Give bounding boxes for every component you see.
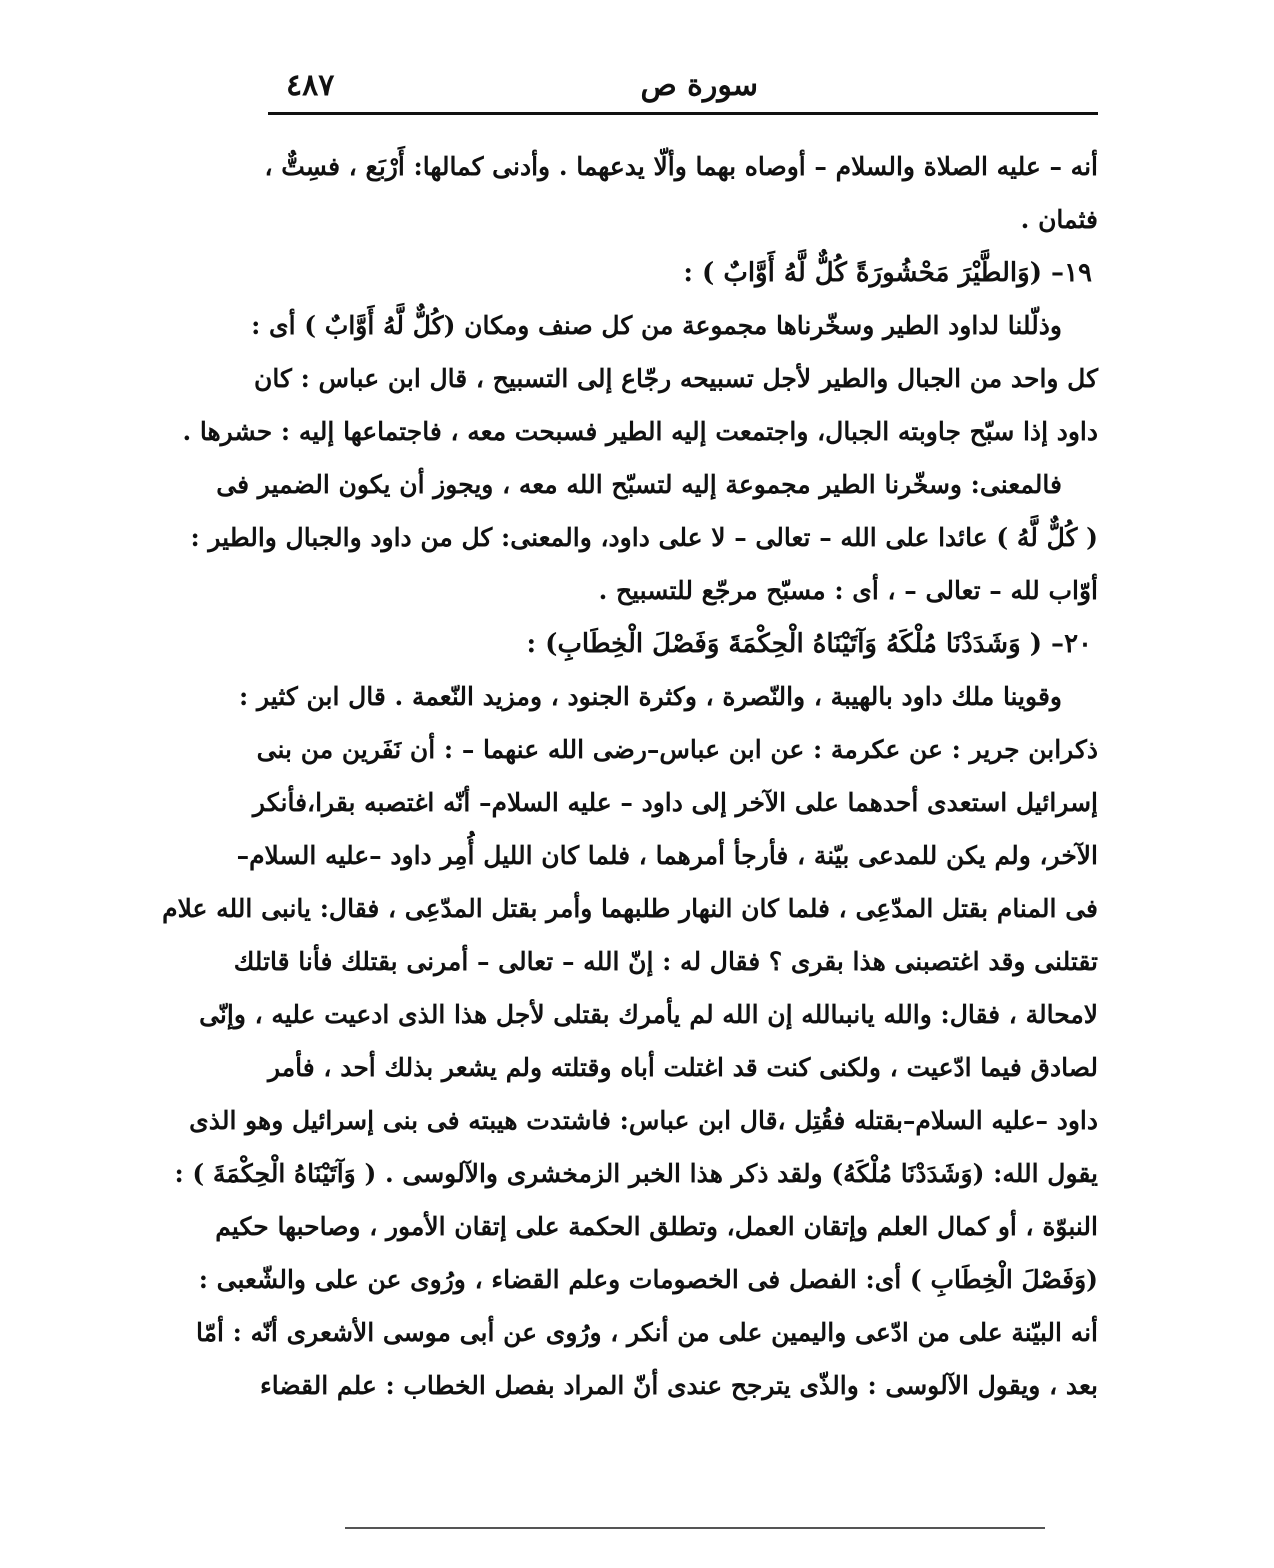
text-line: فثمان .: [1020, 205, 1098, 234]
text-line: داود إذا سبّح جاوبته الجبال، واجتمعت إليه الطير فسبحت معه ، فاجتماعها إليه : حشرها .: [182, 417, 1098, 446]
text-line: أنه البيّنة على من ادّعى واليمين على من أنكر ، ورُوى عن أبى موسى الأشعرى أنّه : أمّا: [195, 1318, 1098, 1347]
page-body: [162, 142, 1098, 1414]
text-line: فى المنام بقتل المدّعِى ، فلما كان النهار طلبهما وأمر بقتل المدّعِى ، فقال: يانبى الله علام: [162, 894, 1098, 923]
text-line: وقوينا ملك داود بالهيبة ، والنّصرة ، وكثرة الجنود ، ومزيد النّعمة . قال ابن كثير :: [239, 682, 1062, 711]
text-line: يقول الله: (وَشَدَدْنَا مُلْكَهُ) ولقد ذكر هذا الخبر الزمخشرى والآلوسى . ( وَآتَيْنَاهُ الْحِكْمَةَ ) :: [174, 1159, 1098, 1188]
text-line: لامحالة ، فقال: والله يانبىالله إن الله لم يأمرك بقتلى لأجل هذا الذى ادعيت عليه ، وإنّى: [199, 1000, 1098, 1029]
text-line: ( كُلٌّ لَّهُ ) عائدا على الله – تعالى – لا على داود، والمعنى: كل من داود والجبال والطير :: [190, 523, 1098, 552]
text-line: ذكرابن جرير : عن عكرمة : عن ابن عباس–رضى الله عنهما – : أن نَفَرين من بنى: [256, 735, 1098, 764]
text-line: كل واحد من الجبال والطير لأجل تسبيحه رجّاع إلى التسبيح ، قال ابن عباس : كان: [254, 364, 1098, 393]
text-line: أوّاب لله – تعالى – ، أى : مسبّح مرجّع للتسبيح .: [598, 576, 1098, 605]
text-line: فالمعنى: وسخّرنا الطير مجموعة إليه لتسبّح الله معه ، ويجوز أن يكون الضمير فى: [216, 470, 1062, 499]
text-line: وذلّلنا لداود الطير وسخّرناها مجموعة من كل صنف ومكان (كُلٌّ لَّهُ أَوَّابٌ ) أى :: [251, 311, 1062, 340]
text-line: داود –عليه السلام–بقتله فقُتِل ،قال ابن عباس: فاشتدت هيبته فى بنى إسرائيل وهو الذى: [189, 1106, 1098, 1135]
header-rule: [268, 112, 1098, 115]
text-line: (وَفَصْلَ الْخِطَابِ ) أى: الفصل فى الخصومات وعلم القضاء ، ورُوى عن على والشّعبى :: [198, 1265, 1098, 1294]
text-line: بعد ، ويقول الآلوسى : والذّى يترجح عندى أنّ المراد بفصل الخطاب : علم القضاء: [259, 1371, 1098, 1400]
text-line: الآخر، ولم يكن للمدعى بيّنة ، فأرجأ أمرهما ، فلما كان الليل أُمِر داود –عليه السلام–: [236, 841, 1098, 870]
surah-title: سورة ص: [640, 68, 758, 103]
text-line: لصادق فيما ادّعيت ، ولكنى كنت قد اغتلت أباه وقتلته ولم يشعر بذلك أحد ، فأمر: [267, 1053, 1098, 1082]
page-number: ٤٨٧: [286, 68, 335, 103]
verse-heading-20: ٢٠– ( وَشَدَدْنَا مُلْكَهُ وَآتَيْنَاهُ الْحِكْمَةَ وَفَصْلَ الْخِطَابِ) :: [526, 629, 1092, 659]
footer-rule: [345, 1527, 1045, 1529]
text-line: تقتلنى وقد اغتصبنى هذا بقرى ؟ فقال له : إنّ الله – تعالى – أمرنى بقتلك فأنا قاتلك: [233, 947, 1098, 976]
text-line: أنه – عليه الصلاة والسلام – أوصاه بهما وألّا يدعهما . وأدنى كمالها: أَرْبَع ، فسِتٌّ ،: [264, 152, 1098, 181]
page-header: [268, 66, 1098, 106]
text-line: إسرائيل استعدى أحدهما على الآخر إلى داود – عليه السلام– أنّه اغتصبه بقرا،فأنكر: [252, 788, 1098, 817]
verse-heading-19: ١٩– (وَالطَّيْرَ مَحْشُورَةً كُلٌّ لَّهُ أَوَّابٌ ) :: [683, 258, 1092, 288]
text-line: النبوّة ، أو كمال العلم وإتقان العمل، وتطلق الحكمة على إتقان الأمور ، وصاحبها حكيم: [215, 1212, 1098, 1241]
